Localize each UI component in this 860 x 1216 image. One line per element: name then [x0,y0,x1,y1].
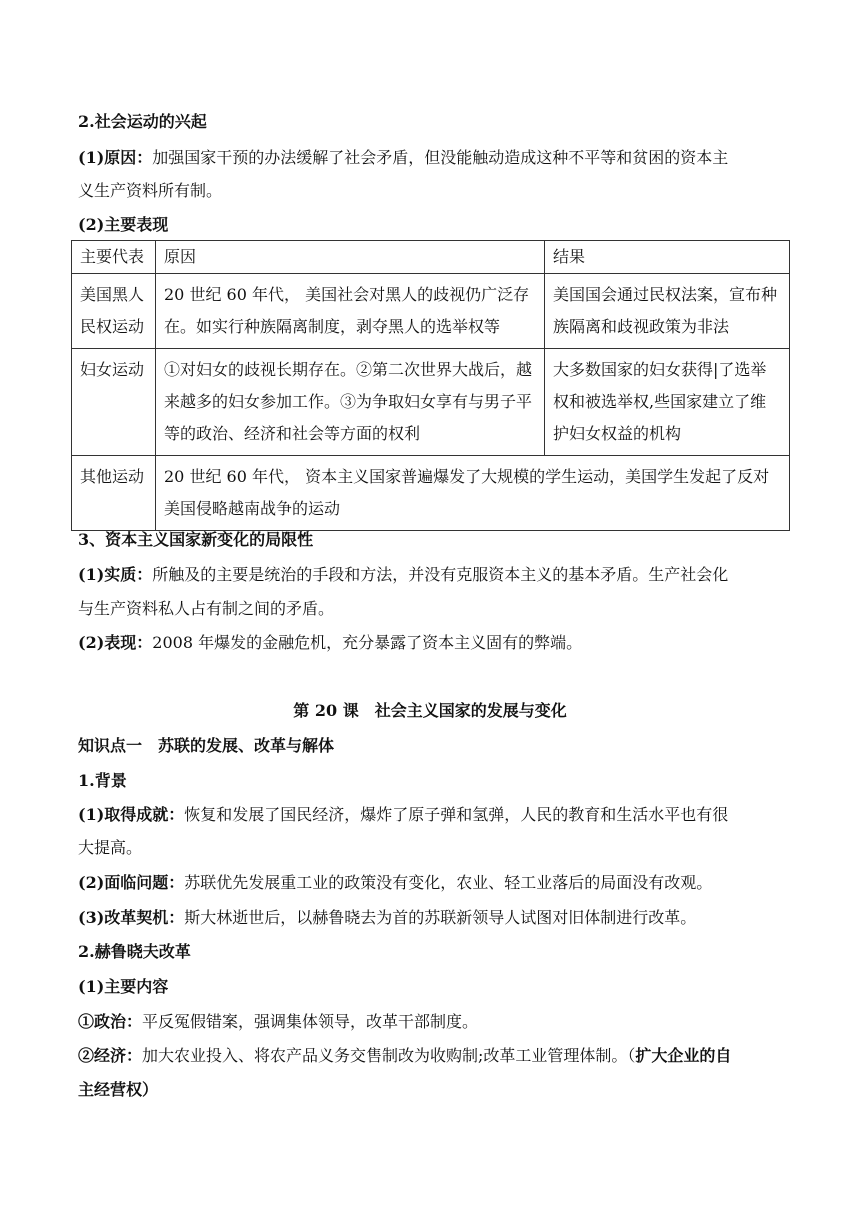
manifestations-heading: (2)主要表现 [78,215,169,234]
table-header-row [72,241,790,274]
economy-text: 加大农业投入、将农产品义务交售制改为收购制;改革工业管理体制。（ [142,1046,636,1065]
achievement-label: (1)取得成就： [78,805,185,824]
table-cell-cause: ①对妇女的歧视长期存在。②第二次世界大战后，越来越多的妇女参加工作。③为争取妇女享有与男子平等的政治、经济和社会等方面的权利 [156,349,545,456]
problem-paragraph [78,873,798,893]
movements-table [71,240,790,531]
essence-paragraph-cont: 与生产资料私人占有制之间的矛盾。 [78,599,335,618]
table-header-cell: 结果 [545,241,790,274]
achievement-text: 恢复和发展了国民经济，爆炸了原子弹和氢弹，人民的教育和生活水平也有很 [184,805,729,824]
cause-paragraph-cont: 义生产资料所有制。 [78,181,223,200]
achievement-paragraph-cont: 大提高。 [78,838,143,857]
table-cell-representative: 妇女运动 [72,349,156,456]
opportunity-paragraph [78,908,798,928]
problem-label: (2)面临问题： [78,873,185,892]
main-content-heading: (1)主要内容 [78,977,169,996]
table-row [72,456,790,531]
section-heading-limitations: 3、资本主义国家新变化的局限性 [78,530,314,549]
politics-label: ①政治： [78,1012,143,1031]
table-cell-merged: 20 世纪 60 年代， 资本主义国家普遍爆发了大规模的学生运动，美国学生发起了反对美国侵略越南战争的运动 [156,456,790,531]
opportunity-label: (3)改革契机： [78,908,185,927]
politics-paragraph [78,1012,798,1032]
opportunity-text: 斯大林逝世后，以赫鲁晓去为首的苏联新领导人试图对旧体制进行改革。 [184,908,697,927]
economy-label: ②经济： [78,1046,143,1065]
economy-bold-text: 扩大企业的自 [635,1046,732,1065]
reform-heading: 2.赫鲁晓夫改革 [78,942,191,961]
table-cell-result: 大多数国家的妇女获得|了选举权和被选举权,些国家建立了维护妇女权益的机构 [545,349,790,456]
table-row [72,349,790,456]
table-cell-representative: 其他运动 [72,456,156,531]
economy-paragraph [78,1046,798,1066]
economy-paragraph-cont: 主经营权） [78,1080,159,1099]
table-cell-representative: 美国黑人民权运动 [72,274,156,349]
table-row [72,274,790,349]
essence-label: (1)实质： [78,565,153,584]
cause-paragraph [78,148,798,168]
cause-text: 加强国家干预的办法缓解了社会矛盾，但没能触动造成这种不平等和贫困的资本主 [152,148,729,167]
table-header-cell: 主要代表 [72,241,156,274]
knowledge-point-heading: 知识点一 苏联的发展、改革与解体 [78,736,335,755]
problem-text: 苏联优先发展重工业的政策没有变化，农业、轻工业落后的局面没有改观。 [184,873,713,892]
table-cell-cause: 20 世纪 60 年代， 美国社会对黑人的歧视仍广泛存在。如实行种族隔离制度，剥夺黑人的选举权等 [156,274,545,349]
cause-label: (1)原因： [78,148,153,167]
manifestation-text: 2008 年爆发的金融危机，充分暴露了资本主义固有的弊端。 [152,633,583,652]
manifestation-paragraph [78,633,798,653]
politics-text: 平反冤假错案，强调集体领导，改革干部制度。 [142,1012,479,1031]
lesson-title: 第 20 课 社会主义国家的发展与变化 [293,701,567,720]
table-header-cell: 原因 [156,241,545,274]
essence-text: 所触及的主要是统治的手段和方法，并没有克服资本主义的基本矛盾。生产社会化 [152,565,729,584]
table-cell-result: 美国国会通过民权法案，宣布种族隔离和歧视政策为非法 [545,274,790,349]
achievement-paragraph [78,805,798,825]
background-heading: 1.背景 [78,771,127,790]
essence-paragraph [78,565,798,585]
manifestation-label: (2)表现： [78,633,153,652]
section-heading-social-movements: 2.社会运动的兴起 [78,112,207,131]
